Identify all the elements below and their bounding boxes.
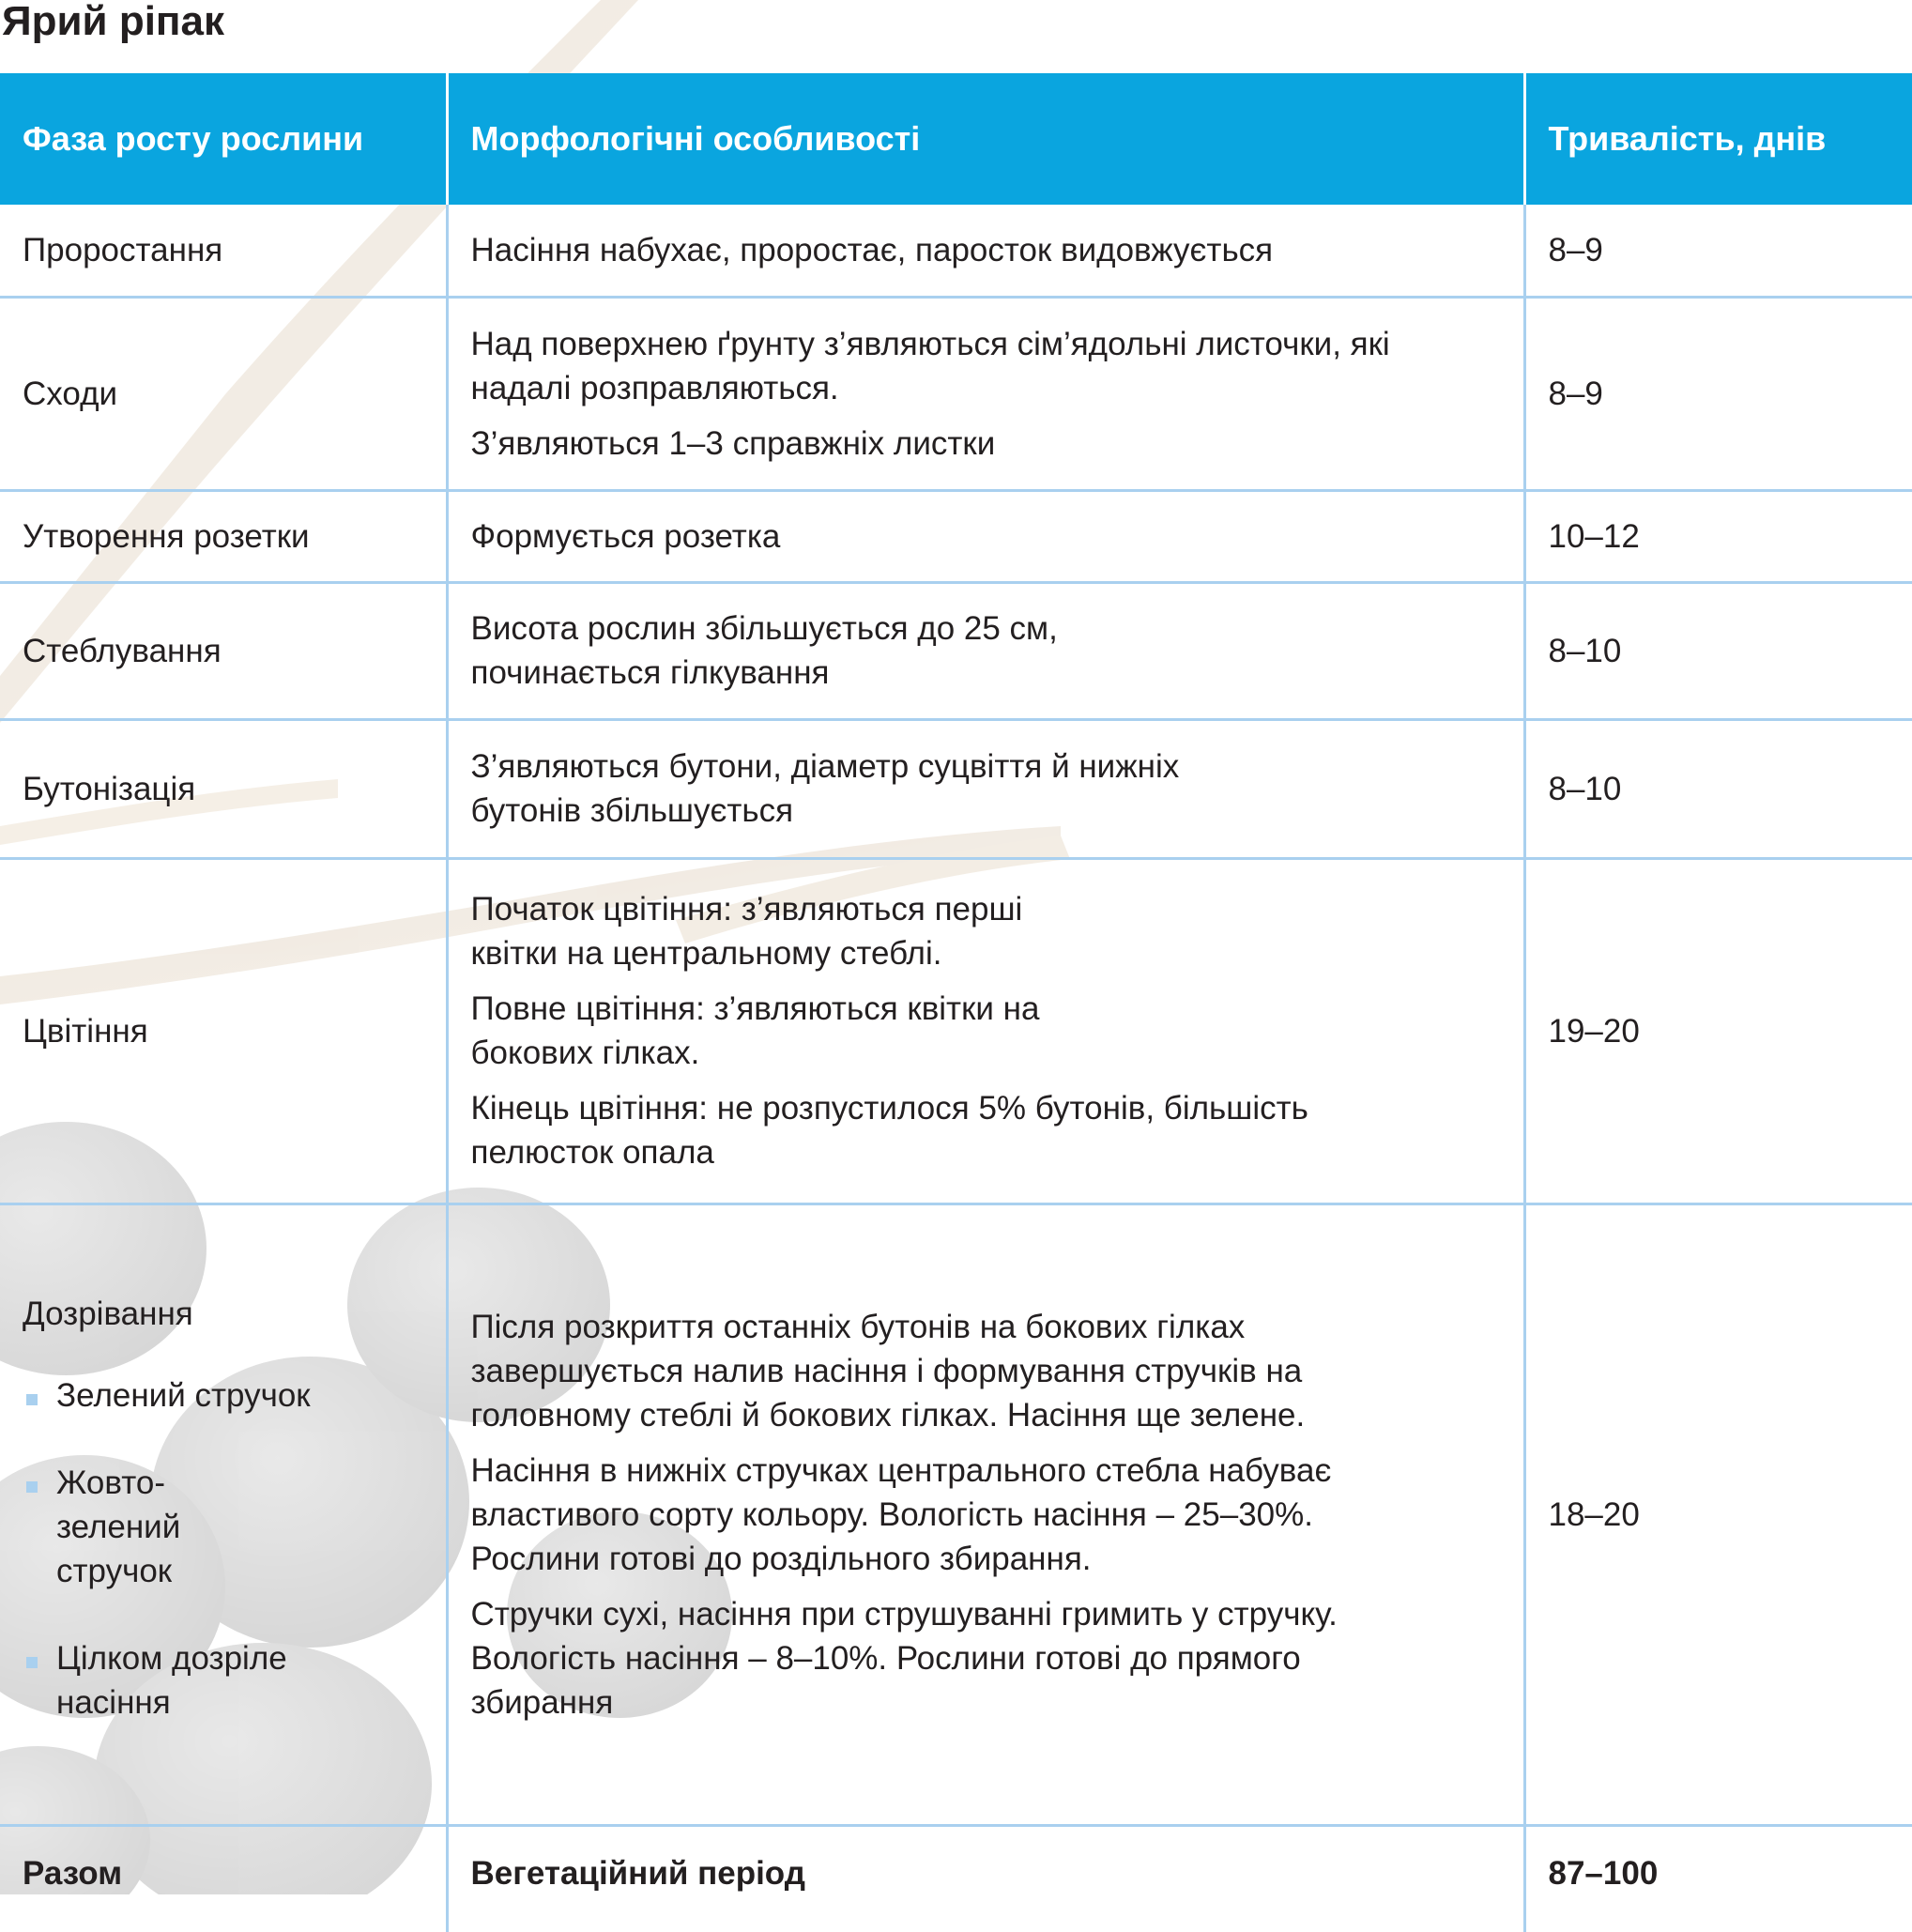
phase-cell — [0, 1204, 447, 1825]
features-cell — [447, 297, 1524, 490]
feature-text: Насіння в нижніх стручках центрального стебла набуває властивого сорту кольору. Вологість насіння – 25–30%. Рослини готові до роздільного збирання. — [470, 1451, 1332, 1577]
feature-text: З’являються бутони, діаметр суцвіття й нижніх бутонів збільшується — [470, 748, 1180, 829]
phase-label: Дозрівання — [23, 1295, 193, 1332]
subphase-label: Зелений стручок — [56, 1376, 311, 1414]
feature-text: Стручки сухі, насіння при струшуванні гримить у стручку. Вологість насіння – 8–10%. Рослини готові до прямого збирання — [470, 1595, 1338, 1721]
duration-cell: 8–9 — [1524, 205, 1912, 297]
feature-text: Після розкриття останніх бутонів на бокових гілках завершується налив насіння і формування стручків на головному стеблі й бокових гілках. Насіння ще зелене. — [470, 1308, 1306, 1434]
column-header-features: Морфологічні особливості — [447, 73, 1524, 205]
duration-cell: 18–20 — [1524, 1204, 1912, 1825]
features-cell — [447, 719, 1524, 858]
total-row — [0, 1825, 1912, 1932]
features-cell — [447, 582, 1524, 719]
features-cell — [447, 1204, 1524, 1825]
table-header-row — [0, 73, 1912, 205]
duration-cell: 8–10 — [1524, 719, 1912, 858]
subphase-list — [23, 1373, 446, 1725]
phase-cell: Утворення розетки — [0, 490, 447, 582]
square-bullet-icon — [26, 1481, 38, 1493]
table-row — [0, 582, 1912, 719]
column-header-duration: Тривалість, днів — [1524, 73, 1912, 205]
total-period: Вегетаційний період — [447, 1825, 1524, 1932]
phase-cell: Сходи — [0, 297, 447, 490]
features-cell — [447, 490, 1524, 582]
total-duration: 87–100 — [1548, 1854, 1659, 1892]
subphase-item — [23, 1461, 446, 1593]
phase-cell: Проростання — [0, 205, 447, 297]
table-row — [0, 858, 1912, 1204]
column-header-phase: Фаза росту рослини — [0, 73, 447, 205]
features-cell — [447, 858, 1524, 1204]
table-row — [0, 297, 1912, 490]
feature-text: Початок цвітіння: з’являються перші квітки на центральному стеблі. — [470, 891, 1023, 972]
feature-text: Насіння набухає, проростає, паросток видовжується — [470, 231, 1274, 268]
total-label: Разом — [0, 1825, 447, 1932]
growth-phases-table — [0, 73, 1912, 1932]
square-bullet-icon — [26, 1657, 38, 1668]
table-row — [0, 719, 1912, 858]
subphase-item — [23, 1636, 446, 1725]
feature-text: Над поверхнею ґрунту з’являються сім’ядольні листочки, які надалі розправляються. — [470, 325, 1390, 406]
phase-cell: Бутонізація — [0, 719, 447, 858]
phase-cell: Стеблування — [0, 582, 447, 719]
feature-text: Кінець цвітіння: не розпустилося 5% бутонів, більшість пелюсток опала — [470, 1090, 1308, 1171]
feature-text: Повне цвітіння: з’являються квітки на бокових гілках. — [470, 990, 1040, 1071]
features-cell — [447, 205, 1524, 297]
duration-cell: 8–10 — [1524, 582, 1912, 719]
subphase-item — [23, 1373, 446, 1418]
duration-cell: 19–20 — [1524, 858, 1912, 1204]
feature-text: З’являються 1–3 справжніх листки — [470, 424, 996, 462]
table-row — [0, 490, 1912, 582]
page-title: Ярий ріпак — [2, 0, 224, 44]
square-bullet-icon — [26, 1394, 38, 1405]
subphase-label: Цілком дозріле насіння — [56, 1639, 287, 1721]
duration-cell: 8–9 — [1524, 297, 1912, 490]
subphase-label: Жовто-зелений стручок — [56, 1464, 181, 1589]
feature-text: Формується розетка — [470, 517, 781, 555]
phase-cell: Цвітіння — [0, 858, 447, 1204]
table-row — [0, 205, 1912, 297]
feature-text: Висота рослин збільшується до 25 см, починається гілкування — [470, 610, 1058, 691]
table-row — [0, 1204, 1912, 1825]
duration-cell: 10–12 — [1524, 490, 1912, 582]
